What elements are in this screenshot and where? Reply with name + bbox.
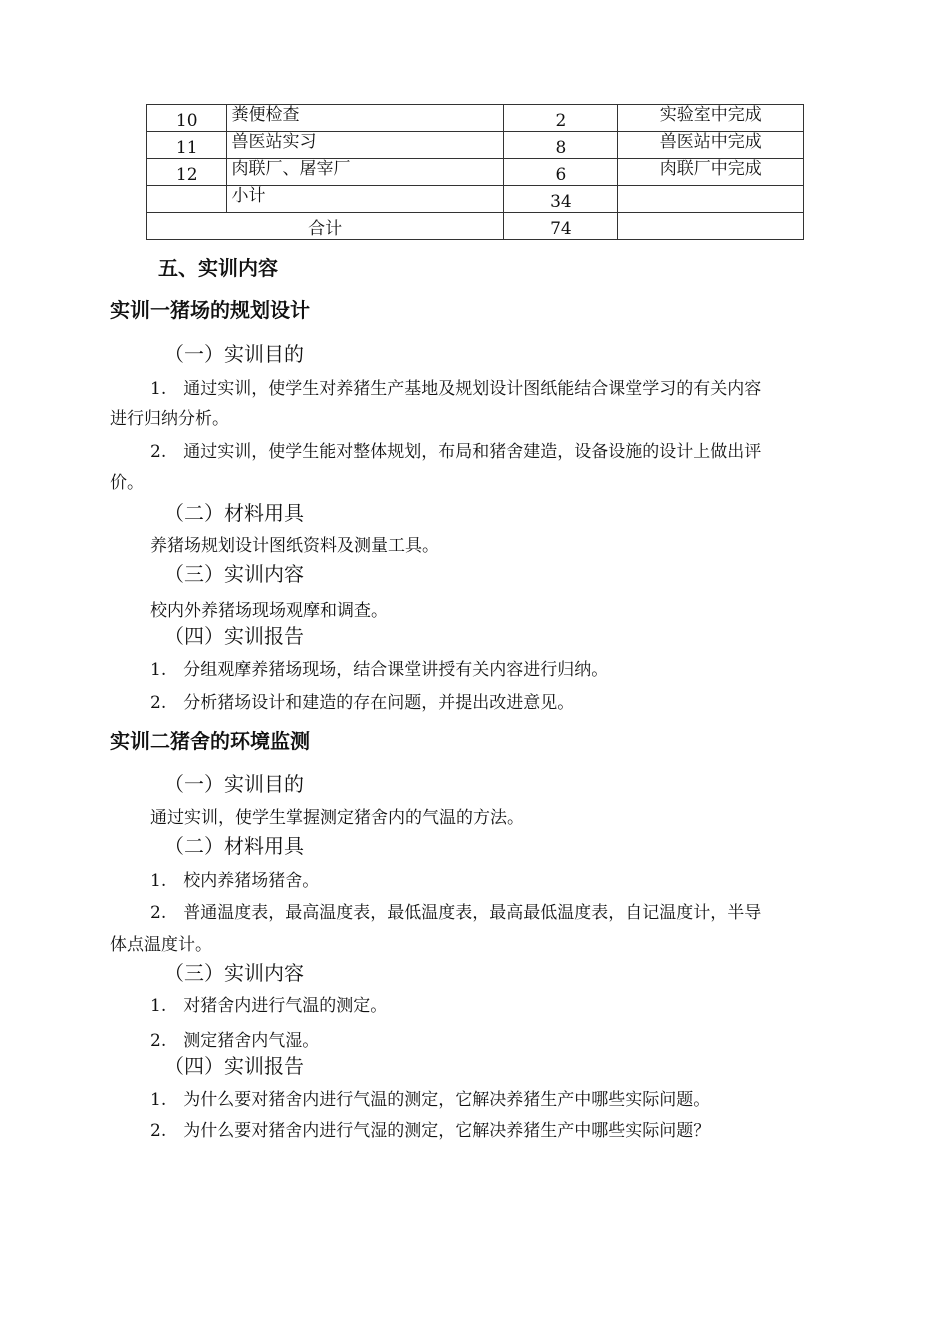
subsection-heading: （三）实训内容 bbox=[164, 562, 304, 586]
training-title: 实训二猪舍的环境监测 bbox=[110, 729, 310, 753]
row-hours: 2 bbox=[504, 105, 618, 132]
subsection-heading: （三）实训内容 bbox=[164, 961, 304, 985]
row-note: 实验室中完成 bbox=[618, 105, 804, 132]
paragraph: 1. 分组观摩养猪场现场，结合课堂讲授有关内容进行归纳。 bbox=[150, 660, 609, 680]
paragraph: 2. 通过实训，使学生能对整体规划，布局和猪舍建造，设备设施的设计上做出评 bbox=[150, 442, 762, 462]
subtotal-label: 小计 bbox=[227, 186, 504, 213]
row-hours: 6 bbox=[504, 159, 618, 186]
paragraph: 2. 分析猪场设计和建造的存在问题，并提出改进意见。 bbox=[150, 693, 575, 713]
row-hours: 8 bbox=[504, 132, 618, 159]
total-row bbox=[147, 213, 804, 240]
table-row bbox=[147, 132, 804, 159]
subtotal-hours: 34 bbox=[504, 186, 618, 213]
row-item: 粪便检查 bbox=[227, 105, 504, 132]
subsection-heading: （四）实训报告 bbox=[164, 1054, 304, 1078]
row-item: 兽医站实习 bbox=[227, 132, 504, 159]
paragraph: 2. 测定猪舍内气湿。 bbox=[150, 1031, 320, 1051]
subsection-heading: （一）实训目的 bbox=[164, 772, 304, 796]
empty-cell bbox=[618, 186, 804, 213]
row-note: 兽医站中完成 bbox=[618, 132, 804, 159]
row-number: 12 bbox=[147, 159, 227, 186]
training-title: 实训一猪场的规划设计 bbox=[110, 298, 310, 322]
paragraph: 通过实训，使学生掌握测定猪舍内的气温的方法。 bbox=[150, 808, 524, 828]
paragraph: 体点温度计。 bbox=[110, 935, 212, 955]
paragraph: 1. 校内养猪场猪舍。 bbox=[150, 871, 320, 891]
section-heading: 五、实训内容 bbox=[158, 256, 278, 280]
total-hours: 74 bbox=[504, 213, 618, 240]
row-note: 肉联厂中完成 bbox=[618, 159, 804, 186]
paragraph: 校内外养猪场现场观摩和调查。 bbox=[150, 601, 388, 621]
row-number: 11 bbox=[147, 132, 227, 159]
paragraph: 养猪场规划设计图纸资料及测量工具。 bbox=[150, 536, 439, 556]
table-row bbox=[147, 159, 804, 186]
subsection-heading: （二）材料用具 bbox=[164, 834, 304, 858]
total-label: 合计 bbox=[147, 213, 504, 240]
row-number: 10 bbox=[147, 105, 227, 132]
paragraph: 价。 bbox=[110, 473, 144, 493]
paragraph: 1. 为什么要对猪舍内进行气温的测定，它解决养猪生产中哪些实际问题。 bbox=[150, 1090, 711, 1110]
paragraph: 1. 对猪舍内进行气温的测定。 bbox=[150, 996, 388, 1016]
paragraph: 进行归纳分析。 bbox=[110, 409, 229, 429]
subsection-heading: （二）材料用具 bbox=[164, 501, 304, 525]
empty-cell bbox=[618, 213, 804, 240]
table-row bbox=[147, 105, 804, 132]
subsection-heading: （四）实训报告 bbox=[164, 624, 304, 648]
subsection-heading: （一）实训目的 bbox=[164, 342, 304, 366]
row-item: 肉联厂、屠宰厂 bbox=[227, 159, 504, 186]
training-schedule-table bbox=[146, 104, 804, 240]
paragraph: 2. 普通温度表，最高温度表，最低温度表，最高最低温度表，自记温度计，半导 bbox=[150, 903, 762, 923]
paragraph: 1. 通过实训，使学生对养猪生产基地及规划设计图纸能结合课堂学习的有关内容 bbox=[150, 379, 762, 399]
paragraph: 2. 为什么要对猪舍内进行气湿的测定，它解决养猪生产中哪些实际问题？ bbox=[150, 1121, 711, 1141]
subtotal-row bbox=[147, 186, 804, 213]
empty-cell bbox=[147, 186, 227, 213]
